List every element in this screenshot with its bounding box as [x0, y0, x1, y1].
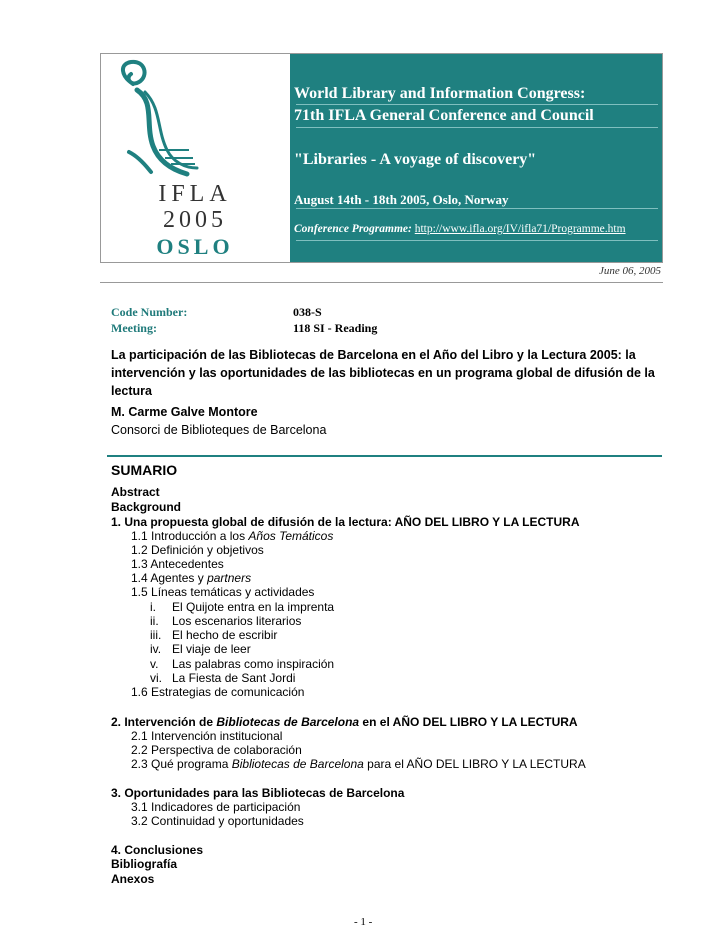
list-item [150, 614, 301, 628]
list-item [150, 628, 277, 642]
logo-text-year: 2005 [163, 207, 227, 233]
page-number: - 1 - [354, 916, 373, 928]
toc-item-bibliography: Bibliografía [111, 857, 178, 871]
divider [100, 282, 663, 283]
congress-title: World Library and Information Congress: [294, 85, 586, 102]
list-item-number: iii. [150, 628, 162, 642]
ifla-logo-icon [101, 54, 289, 262]
toc-item-background: Background [111, 500, 182, 514]
toc-section-2-text: 2. Intervención de [111, 715, 217, 729]
ifla-logo [101, 54, 289, 262]
document-date: June 06, 2005 [598, 265, 661, 277]
list-item-text: El viaje de leer [172, 642, 251, 656]
divider [107, 455, 662, 457]
list-item-number: vi. [150, 671, 162, 685]
list-item-text: El hecho de escribir [172, 628, 278, 642]
toc-item-3-2: 3.2 Continuidad y oportunidades [131, 814, 304, 828]
toc-section-2 [111, 715, 578, 729]
meeting-value: 118 SI - Reading [293, 321, 378, 335]
list-item [150, 642, 251, 656]
toc-item-2-2: 2.2 Perspectiva de colaboración [131, 743, 302, 757]
toc-item-1-6: 1.6 Estrategias de comunicación [131, 685, 305, 699]
meeting-label: Meeting: [111, 321, 157, 335]
list-item-text: Las palabras como inspiración [172, 657, 335, 671]
conference-header [100, 53, 663, 263]
toc-item-2-3-tail: para el AÑO DEL LIBRO Y LA LECTURA [363, 757, 586, 771]
code-number-value: 038-S [293, 305, 322, 319]
toc-item-2-3-italic: Bibliotecas de Barcelona [231, 757, 364, 771]
toc-item-1-4-italic: partners [207, 571, 252, 585]
toc-section-2-tail: en el AÑO DEL LIBRO Y LA LECTURA [359, 715, 578, 729]
divider [296, 104, 658, 105]
list-item [150, 671, 295, 685]
conference-title: 71th IFLA General Conference and Council [294, 107, 594, 124]
toc-section-3: 3. Oportunidades para las Bibliotecas de Barcelona [111, 786, 405, 800]
list-item-text: El Quijote entra en la imprenta [172, 600, 335, 614]
toc-item-1-2: 1.2 Definición y objetivos [131, 543, 264, 557]
toc-item-1-5: 1.5 Líneas temáticas y actividades [131, 585, 315, 599]
list-item-number: iv. [150, 642, 162, 656]
toc-item-2-3 [131, 757, 586, 771]
paper-title: La participación de las Bibliotecas de Barcelona en el Año del Libro y la Lectura 2005: la intervención y las oportunidades de las bibliotecas en un programa global de difusión de la lectura [111, 348, 655, 398]
toc-item-1-1-text: 1.1 Introducción a los [131, 529, 249, 543]
toc-section-2-italic: Bibliotecas de Barcelona [216, 715, 360, 729]
list-item-number: v. [150, 657, 159, 671]
toc-item-1-3: 1.3 Antecedentes [131, 557, 224, 571]
code-number-label: Code Number: [111, 305, 188, 319]
conference-theme: "Libraries - A voyage of discovery" [294, 151, 537, 168]
toc-item-3-1: 3.1 Indicadores de participación [131, 800, 301, 814]
toc-item-2-3-text: 2.3 Qué programa [131, 757, 232, 771]
toc-section-1: 1. Una propuesta global de difusión de la lectura: AÑO DEL LIBRO Y LA LECTURA [111, 515, 580, 529]
conference-dates: August 14th - 18th 2005, Oslo, Norway [294, 192, 509, 207]
programme-link[interactable]: http://www.ifla.org/IV/ifla71/Programme.htm [414, 223, 626, 235]
logo-text-ifla: IFLA [158, 181, 232, 207]
list-item-text: La Fiesta de Sant Jordi [172, 671, 296, 685]
toc-section-4: 4. Conclusiones [111, 843, 204, 857]
divider [296, 208, 658, 209]
logo-text-city: OSLO [156, 234, 234, 259]
toc-item-abstract: Abstract [111, 485, 160, 499]
author-name: M. Carme Galve Montore [111, 405, 258, 419]
toc-item-1-1 [131, 529, 333, 543]
divider [296, 240, 658, 241]
list-item [150, 657, 334, 671]
programme-label: Conference Programme: [294, 223, 412, 235]
divider [296, 127, 658, 128]
toc-item-1-1-italic: Años Temáticos [248, 529, 334, 543]
list-item-text: Los escenarios literarios [172, 614, 302, 628]
programme-line [294, 223, 626, 235]
author-organization: Consorci de Biblioteques de Barcelona [111, 423, 327, 437]
list-item-number: i. [150, 600, 156, 614]
toc-heading: SUMARIO [111, 462, 178, 478]
toc-item-annexes: Anexos [111, 872, 155, 886]
toc-item-2-1: 2.1 Intervención institucional [131, 729, 283, 743]
list-item-number: ii. [150, 614, 159, 628]
list-item [150, 600, 334, 614]
toc-item-1-4-text: 1.4 Agentes y [131, 571, 208, 585]
toc-item-1-4 [131, 571, 251, 585]
